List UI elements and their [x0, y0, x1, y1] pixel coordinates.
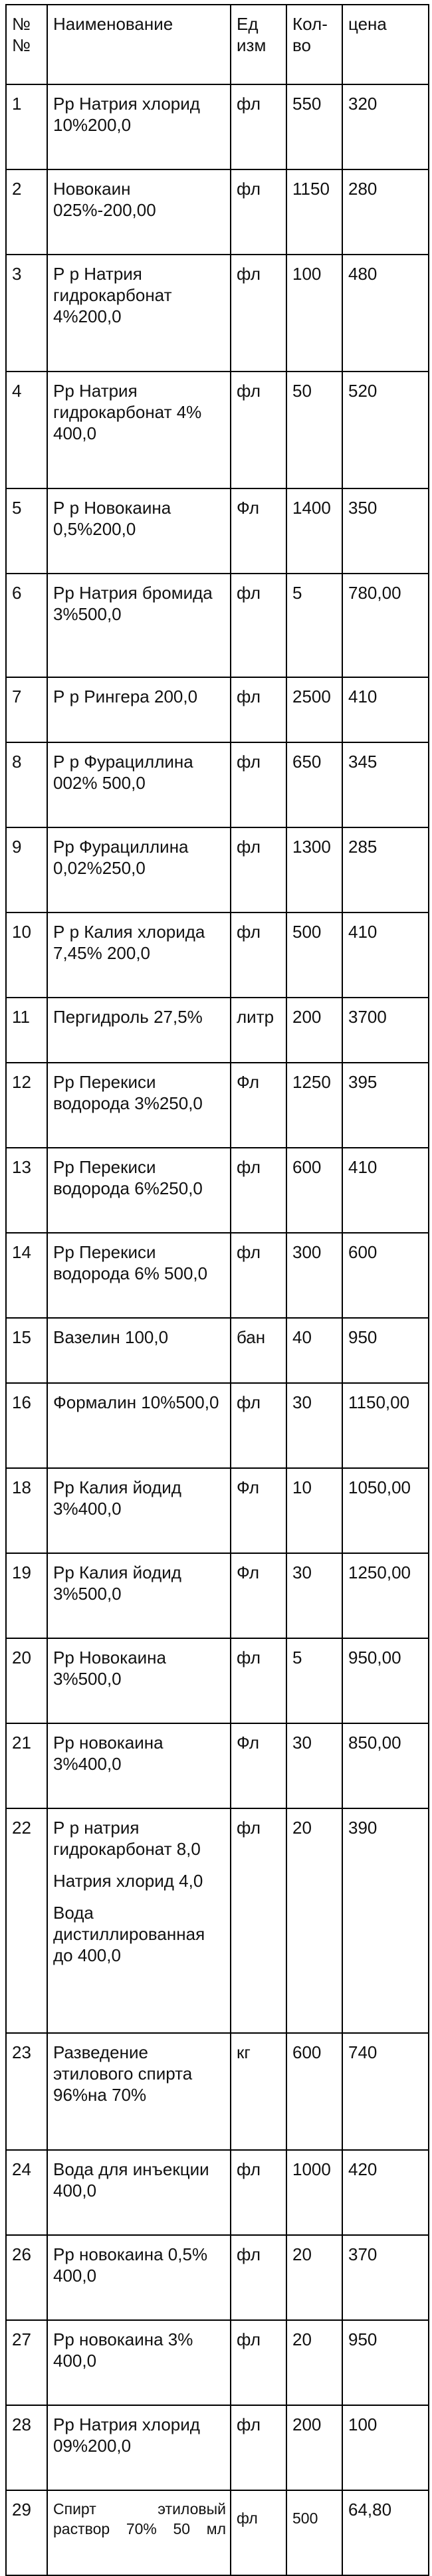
row-num: 20	[6, 1638, 47, 1723]
row-qty: 30	[286, 1383, 342, 1468]
row-qty: 600	[286, 1148, 342, 1233]
row-price: 3700	[342, 998, 429, 1063]
row-num: 16	[6, 1383, 47, 1468]
row-name: Р р Фурациллина 002% 500,0	[47, 742, 231, 827]
row-unit: Фл	[231, 1723, 286, 1808]
row-num: 23	[6, 2033, 47, 2150]
row-num: 3	[6, 255, 47, 372]
row-name: Пергидроль 27,5%	[47, 998, 231, 1063]
row-num: 5	[6, 488, 47, 574]
row-num: 14	[6, 1233, 47, 1318]
row-name: Вода для инъекции 400,0	[47, 2150, 231, 2235]
row-price: 780,00	[342, 574, 429, 677]
row-qty: 20	[286, 2320, 342, 2405]
row-num: 26	[6, 2235, 47, 2320]
row-num: 10	[6, 912, 47, 998]
row-name: Рр Перекиси водорода 6%250,0	[47, 1148, 231, 1233]
row-name: Рр новокаина 3% 400,0	[47, 2320, 231, 2405]
row-name: Разведение этилового спирта 96%на 70%	[47, 2033, 231, 2150]
row-num: 8	[6, 742, 47, 827]
row-qty: 500	[286, 2490, 342, 2575]
table-row	[6, 2033, 429, 2150]
row-num: 12	[6, 1063, 47, 1148]
row-price: 520	[342, 372, 429, 488]
row-unit: фл	[231, 1808, 286, 2033]
row-qty: 5	[286, 1638, 342, 1723]
table-row	[6, 488, 429, 574]
row-qty: 550	[286, 84, 342, 169]
row-qty: 30	[286, 1553, 342, 1638]
row-unit: бан	[231, 1318, 286, 1383]
table-row	[6, 742, 429, 827]
row-name: Спирт этиловый раствор 70% 50 мл	[47, 2490, 231, 2575]
row-num: 13	[6, 1148, 47, 1233]
row-unit: фл	[231, 372, 286, 488]
header-price: цена	[342, 5, 429, 84]
row-price: 350	[342, 488, 429, 574]
row-qty: 100	[286, 255, 342, 372]
row-price: 950,00	[342, 1638, 429, 1723]
row-price: 395	[342, 1063, 429, 1148]
row-num: 4	[6, 372, 47, 488]
row-qty: 50	[286, 372, 342, 488]
row-name: Рр Калия йодид 3%500,0	[47, 1553, 231, 1638]
row-name: Рр Перекиси водорода 6% 500,0	[47, 1233, 231, 1318]
row-price: 1050,00	[342, 1468, 429, 1553]
row-price: 345	[342, 742, 429, 827]
table-row	[6, 2150, 429, 2235]
row-num: 29	[6, 2490, 47, 2575]
row-price: 740	[342, 2033, 429, 2150]
row-unit: фл	[231, 1638, 286, 1723]
table-row	[6, 1808, 429, 2033]
row-unit: фл	[231, 1148, 286, 1233]
row-price: 100	[342, 2405, 429, 2490]
row-qty: 5	[286, 574, 342, 677]
table-row	[6, 2320, 429, 2405]
row-price: 600	[342, 1233, 429, 1318]
row-name: Р р Новокаина 0,5%200,0	[47, 488, 231, 574]
row-unit: фл	[231, 1233, 286, 1318]
row-name: Рр Новокаина 3%500,0	[47, 1638, 231, 1723]
row-unit: Фл	[231, 1553, 286, 1638]
row-name: Р р Рингера 200,0	[47, 677, 231, 742]
row-name: Рр Натрия хлорид 10%200,0	[47, 84, 231, 169]
table-row	[6, 2490, 429, 2575]
row-price: 850,00	[342, 1723, 429, 1808]
row-qty: 30	[286, 1723, 342, 1808]
row-name: Р р Калия хлорида 7,45% 200,0	[47, 912, 231, 998]
row-name-line: Р р натрия гидрокарбонат 8,0	[53, 1818, 201, 1859]
row-qty: 2500	[286, 677, 342, 742]
row-price: 390	[342, 1808, 429, 2033]
row-num: 18	[6, 1468, 47, 1553]
table-row	[6, 1233, 429, 1318]
row-unit: фл	[231, 2235, 286, 2320]
row-num: 15	[6, 1318, 47, 1383]
row-unit: фл	[231, 2150, 286, 2235]
header-qty: Кол-во	[286, 5, 342, 84]
row-price: 480	[342, 255, 429, 372]
table-row	[6, 2405, 429, 2490]
row-name: Формалин 10%500,0	[47, 1383, 231, 1468]
table-row	[6, 255, 429, 372]
row-num: 6	[6, 574, 47, 677]
row-qty: 600	[286, 2033, 342, 2150]
row-qty: 1150	[286, 169, 342, 255]
row-name-line: Натрия хлорид 4,0	[53, 1871, 203, 1891]
row-price: 320	[342, 84, 429, 169]
row-qty: 10	[286, 1468, 342, 1553]
row-price: 1250,00	[342, 1553, 429, 1638]
table-row	[6, 1063, 429, 1148]
row-num: 11	[6, 998, 47, 1063]
row-unit: Фл	[231, 1468, 286, 1553]
row-qty: 500	[286, 912, 342, 998]
row-num: 1	[6, 84, 47, 169]
row-unit: фл	[231, 827, 286, 912]
row-name: Рр Натрия бромида 3%500,0	[47, 574, 231, 677]
row-name: Рр новокаина 0,5% 400,0	[47, 2235, 231, 2320]
table-row	[6, 1383, 429, 1468]
row-qty: 1300	[286, 827, 342, 912]
row-unit: фл	[231, 255, 286, 372]
table-row	[6, 1638, 429, 1723]
row-qty: 300	[286, 1233, 342, 1318]
row-qty: 200	[286, 2405, 342, 2490]
row-price: 285	[342, 827, 429, 912]
row-num: 19	[6, 1553, 47, 1638]
price-table	[5, 4, 429, 2576]
row-unit: литр	[231, 998, 286, 1063]
table-row	[6, 1553, 429, 1638]
row-unit: фл	[231, 677, 286, 742]
table-row	[6, 1723, 429, 1808]
row-name: Вазелин 100,0	[47, 1318, 231, 1383]
row-qty: 20	[286, 1808, 342, 2033]
row-unit: фл	[231, 574, 286, 677]
row-num: 21	[6, 1723, 47, 1808]
row-qty: 650	[286, 742, 342, 827]
row-unit: фл	[231, 912, 286, 998]
row-name: Р р Натрия гидрокарбонат 4%200,0	[47, 255, 231, 372]
row-unit: фл	[231, 2405, 286, 2490]
row-qty: 40	[286, 1318, 342, 1383]
table-row	[6, 2235, 429, 2320]
row-unit: Фл	[231, 488, 286, 574]
row-name: Рр Натрия гидрокарбонат 4% 400,0	[47, 372, 231, 488]
row-unit: фл	[231, 2490, 286, 2575]
row-unit: кг	[231, 2033, 286, 2150]
row-price: 370	[342, 2235, 429, 2320]
table-row	[6, 912, 429, 998]
row-qty: 200	[286, 998, 342, 1063]
table-row	[6, 84, 429, 169]
row-unit: фл	[231, 2320, 286, 2405]
row-price: 950	[342, 2320, 429, 2405]
table-row	[6, 827, 429, 912]
header-num: № №	[6, 5, 47, 84]
row-price: 410	[342, 912, 429, 998]
row-name: Новокаин 025%-200,00	[47, 169, 231, 255]
table-row	[6, 372, 429, 488]
table-row	[6, 1318, 429, 1383]
row-qty: 1250	[286, 1063, 342, 1148]
row-name: Рр новокаина 3%400,0	[47, 1723, 231, 1808]
row-qty: 1000	[286, 2150, 342, 2235]
row-num: 7	[6, 677, 47, 742]
table-row	[6, 1468, 429, 1553]
row-unit: Фл	[231, 1063, 286, 1148]
table-row	[6, 574, 429, 677]
row-qty: 1400	[286, 488, 342, 574]
row-unit: фл	[231, 742, 286, 827]
row-price: 410	[342, 677, 429, 742]
row-name: Рр Натрия хлорид 09%200,0	[47, 2405, 231, 2490]
table-row	[6, 169, 429, 255]
row-num: 9	[6, 827, 47, 912]
row-num: 24	[6, 2150, 47, 2235]
row-name: Рр Перекиси водорода 3%250,0	[47, 1063, 231, 1148]
row-unit: фл	[231, 169, 286, 255]
row-name-line: Вода дистиллированная до 400,0	[53, 1903, 205, 1965]
row-qty: 20	[286, 2235, 342, 2320]
row-price: 950	[342, 1318, 429, 1383]
row-name	[47, 1808, 231, 2033]
row-num: 2	[6, 169, 47, 255]
table-row	[6, 1148, 429, 1233]
table-header-row	[6, 5, 429, 84]
table-row	[6, 998, 429, 1063]
header-name: Наименование	[47, 5, 231, 84]
row-price: 64,80	[342, 2490, 429, 2575]
row-unit: фл	[231, 1383, 286, 1468]
row-unit: фл	[231, 84, 286, 169]
row-price: 1150,00	[342, 1383, 429, 1468]
row-price: 410	[342, 1148, 429, 1233]
row-num: 27	[6, 2320, 47, 2405]
row-name: Рр Калия йодид 3%400,0	[47, 1468, 231, 1553]
row-price: 280	[342, 169, 429, 255]
table-row	[6, 677, 429, 742]
row-price: 420	[342, 2150, 429, 2235]
row-name: Рр Фурациллина 0,02%250,0	[47, 827, 231, 912]
header-unit: Ед изм	[231, 5, 286, 84]
row-num: 28	[6, 2405, 47, 2490]
row-num: 22	[6, 1808, 47, 2033]
